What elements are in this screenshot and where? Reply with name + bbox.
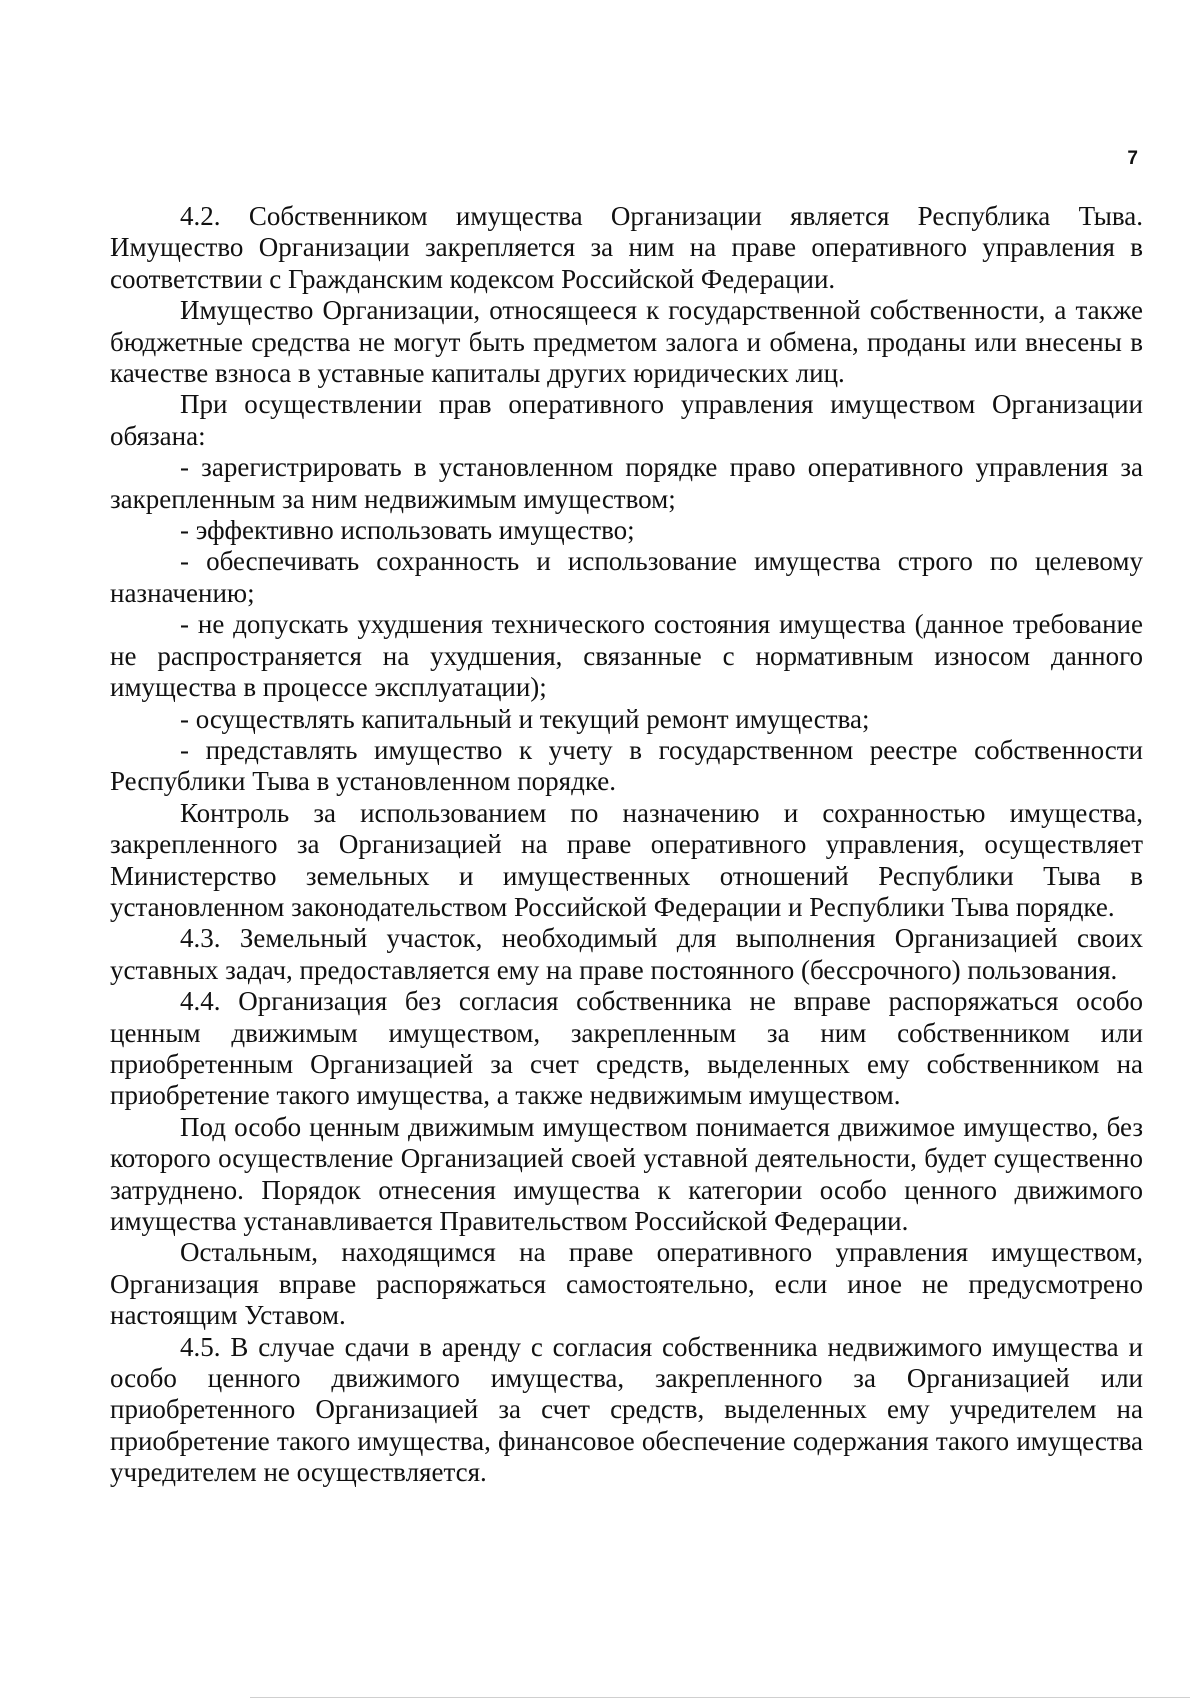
list-item-no-deterioration: - не допускать ухудшения технического состояния имущества (данное требование не распространяется на ухудшения, связанные с нормативным износом данного имущества в процессе эксплуатации); (110, 609, 1143, 703)
paragraph-control: Контроль за использованием по назначению и сохранностью имущества, закрепленного за Организацией на праве оперативного управления, осуществляет Министерство земельных и имущественных отношений Республики Тыва в установленном законодательством Российской Федерации и Республики Тыва порядке. (110, 797, 1143, 922)
paragraph-4-3: 4.3. Земельный участок, необходимый для выполнения Организацией своих уставных задач, предоставляется ему на праве постоянного (бессрочного) пользования. (110, 923, 1143, 985)
list-item-repair: - осуществлять капитальный и текущий ремонт имущества; (180, 703, 870, 734)
paragraph-4-5: 4.5. В случае сдачи в аренду с согласия собственника недвижимого имущества и особо ценного движимого имущества, закрепленного за Организацией или приобретенного Организацией за счет средств, выделенных ему учредителем на приобретение такого имущества, финансовое обеспечение содержания такого имущества учредителем не осуществляется. (110, 1331, 1143, 1488)
list-item-preserve: - обеспечивать сохранность и использование имущества строго по целевому назначению; (110, 546, 1143, 608)
list-item-use-effectively: - эффективно использовать имущество; (180, 515, 635, 546)
document-body (110, 201, 1143, 1489)
paragraph-obligations-intro: При осуществлении прав оперативного управления имуществом Организации обязана: (110, 389, 1143, 451)
list-item-registry: - представлять имущество к учету в государственном реестре собственности Республики Тыва в установленном порядке. (110, 734, 1143, 797)
page-number: 7 (1127, 148, 1138, 169)
paragraph-4-4: 4.4. Организация без согласия собственника не вправе распоряжаться особо ценным движимым имуществом, закрепленным за ним собственником или приобретенным Организацией за счет средств, выделенных ему собственником на приобретение такого имущества, а также недвижимым имуществом. (110, 986, 1143, 1111)
paragraph-property-restrictions: Имущество Организации, относящееся к государственной собственности, а также бюджетные средства не могут быть предметом залога и обмена, проданы или внесены в качестве взноса в уставные капиталы других юридических лиц. (110, 295, 1143, 389)
paragraph-valuable-property: Под особо ценным движимым имуществом понимается движимое имущество, без которого осуществление Организацией своей уставной деятельности, будет существенно затруднено. Порядок отнесения имущества к категории особо ценного движимого имущества устанавливается Правительством Российской Федерации. (110, 1111, 1143, 1236)
paragraph-4-2: 4.2. Собственником имущества Организации является Республика Тыва. Имущество Организации закрепляется за ним на праве оперативного управления в соответствии с Гражданским кодексом Российской Федерации. (110, 201, 1143, 294)
paragraph-other-property: Остальным, находящимся на праве оперативного управления имуществом, Организация вправе распоряжаться самостоятельно, если иное не предусмотрено настоящим Уставом. (110, 1237, 1143, 1331)
list-item-register: - зарегистрировать в установленном порядке право оперативного управления за закрепленным за ним недвижимым имуществом; (110, 452, 1143, 514)
scan-edge-line (250, 1697, 1190, 1698)
